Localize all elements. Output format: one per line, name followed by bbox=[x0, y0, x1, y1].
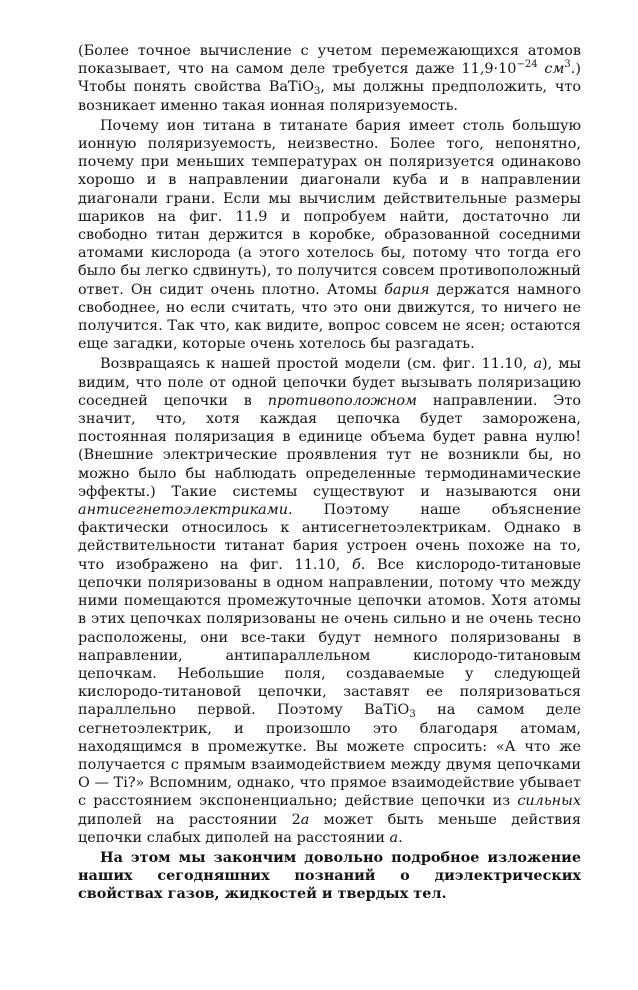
text-run: (Более точное вычисление с учетом перемежающихся атомов показывает, что на самом деле требуется даже 11,9·10 bbox=[78, 43, 581, 78]
text-run: на самом деле сегнетоэлектрик, и произошло это благодаря атомам, находящимся в промежутке. Вы можете спросить: «А что же получается с прямым взаимодействием между двумя цепочками O — Ti?» Вспомним, однако, что прямое взаимодействие убывает с расстоянием экспоненциально; действие цепочки из bbox=[78, 702, 581, 810]
text-run: Почему ион титана в титанате бария имеет столь большую ионную поляризуемость, неизвестно. Более того, непонятно, почему при меньших температурах он поляризуется одинаково хорошо и в направлении диагонали куба и в направлении диагонали грани. Если мы вычислим действительные размеры шариков на фиг. 11.9 и попробуем найти, достаточно ли свободно титан держится в коробке, образованной соседними атомами кислорода (а этого хотелось бы, потому что тогда его было бы легко сдвинуть), то получится совсем противоположный ответ. Он сидит очень плотно. Атомы bbox=[78, 117, 581, 298]
italic-term: a bbox=[389, 829, 399, 846]
text-run: направлении. Это значит, что, хотя каждая цепочка будет заморожена, постоянная поляризация в единице объема будет равна нулю! (Внешние электрические проявления тут не возникли бы, но можно было бы наблюдать определенные термодинамические эффекты.) Такие системы существуют и называются они bbox=[78, 392, 582, 500]
subscript: 3 bbox=[314, 86, 321, 98]
text-run: . bbox=[398, 829, 403, 846]
italic-term: противоположном bbox=[267, 392, 417, 409]
text-run: держатся намного свободнее, но если считать, что это они движутся, то ничего не получится. Так что, как видите, вопрос совсем не ясен; остаются еще загадки, которые очень хотелось бы разгадать. bbox=[78, 281, 581, 353]
italic-term: а bbox=[533, 356, 543, 373]
text-run: , мы должны предположить, что возникает именно такая ионная поляризуемость. bbox=[78, 79, 581, 114]
superscript: 3 bbox=[564, 59, 571, 71]
italic-term: сильных bbox=[517, 793, 581, 810]
subscript: 3 bbox=[409, 709, 416, 721]
text-run: диполей на расстоянии 2 bbox=[78, 811, 301, 828]
italic-term: см bbox=[544, 61, 565, 78]
paragraph-2 bbox=[78, 117, 581, 354]
italic-term: бария bbox=[384, 281, 430, 298]
italic-term: a bbox=[300, 811, 310, 828]
text-run: Все кислородо-титановые цепочки поляризованы в одном направлении, потому что между ними помещаются промежуточные цепочки атомов. Хотя атомы в этих цепочках поляризованы не очень сильно и не очень тесно расположены, они все-таки будут немного поляризованы в направлении, антипараллельном кислородо-титановым цепочкам. Небольшие поля, создаваемые у следующей кислородо-титановой цепочки, заставят ее поляризоваться параллельно первой. Поэтому BaTiO bbox=[78, 556, 581, 719]
paragraph-3 bbox=[78, 355, 581, 846]
text-run: ), мы видим, что поле от одной цепочки будет вызывать поляризацию соседней цепочки в bbox=[78, 356, 581, 409]
text-run: Возвращаясь к нашей простой модели (см. фиг. 11.10, bbox=[100, 356, 534, 373]
text-run: .) Чтобы понять свойства BaTiO bbox=[78, 61, 581, 96]
text-run: может быть меньше действия цепочки слабых диполей на расстоянии bbox=[78, 811, 582, 846]
text-run: На этом мы закончим довольно подробное изложение наших сегодняшних познаний о диэлектрических свойствах газов, жидкостей и твердых тел. bbox=[78, 848, 581, 903]
paragraph-4-conclusion bbox=[78, 849, 581, 904]
text-run: Поэтому наше объяснение фактически относилось к антисегнетоэлектрикам. Однако в действительности титанат бария устроен очень похоже на то, что изображено на фиг. 11.10, bbox=[78, 502, 581, 573]
superscript: −24 bbox=[516, 59, 538, 71]
book-page bbox=[78, 42, 581, 904]
paragraph-1 bbox=[78, 42, 581, 115]
italic-term: б. bbox=[352, 556, 366, 573]
italic-term: антисегнетоэлектриками. bbox=[78, 502, 293, 519]
